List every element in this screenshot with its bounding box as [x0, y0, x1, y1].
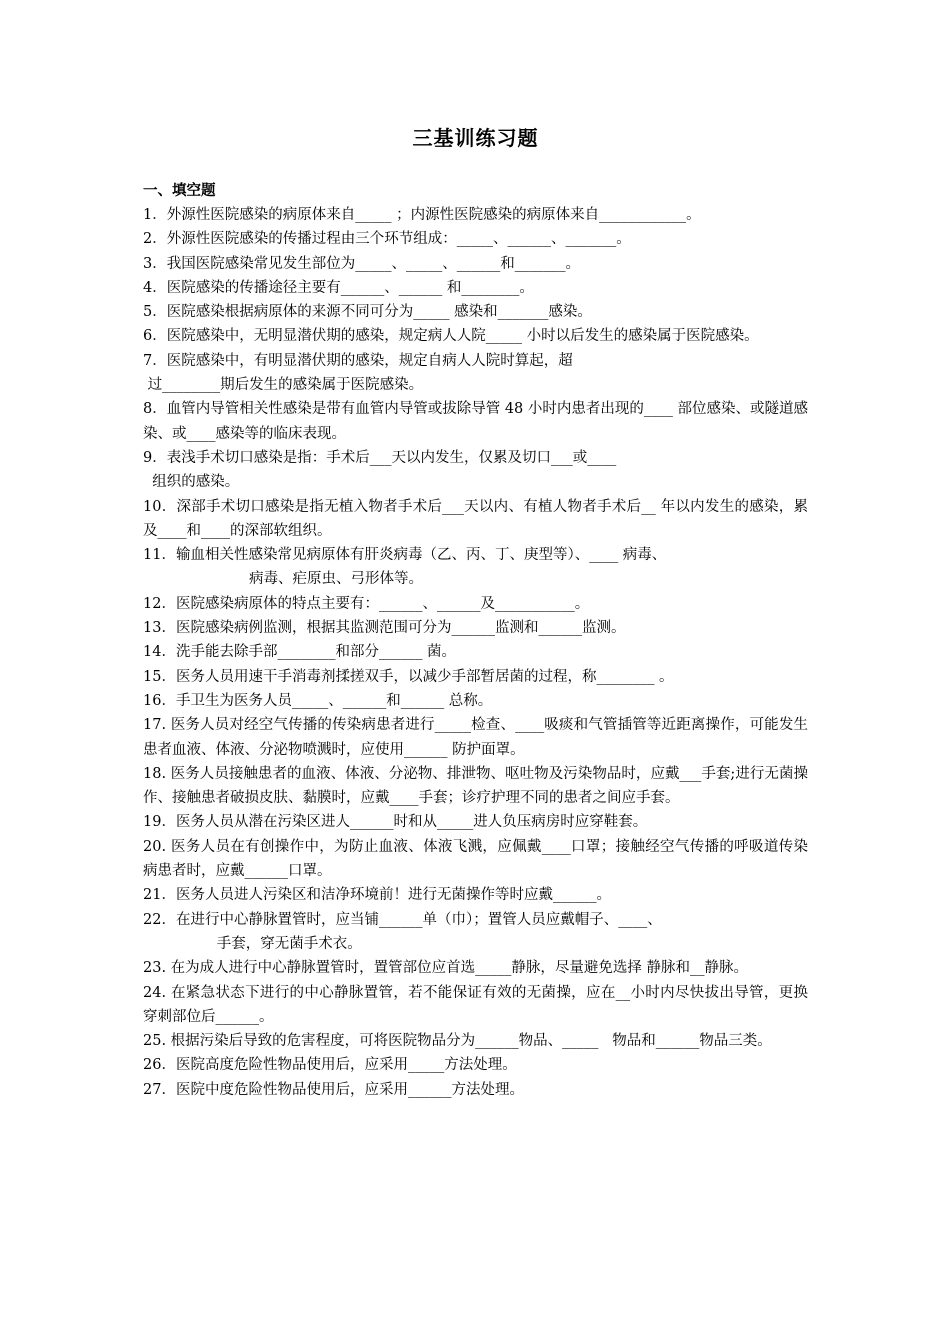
- question-item: 6．医院感染中，无明显潜伏期的感染，规定病人人院_____ 小时以后发生的感染属于医院感染。: [143, 328, 759, 345]
- question-item: 26．医院高度危险性物品使用后，应采用_____方法处理。: [143, 1057, 517, 1074]
- question-item: 24. 在紧急状态下进行的中心静脉置管，若不能保证有效的无菌操，应在__小时内尽快拔出导管，更换穿刺部位后______。: [143, 984, 808, 1025]
- question-item: 21．医务人员进人污染区和洁净环境前！进行无菌操作等时应戴______。: [143, 887, 611, 904]
- question-item: 1．外源性医院感染的病原体来自_____ ；内源性医院感染的病原体来自____________。: [143, 207, 701, 223]
- question-item: 14．洗手能去除手部________和部分______ 菌。: [143, 644, 457, 661]
- question-item: 2．外源性医院感染的传播过程由三个环节组成：_____、______、_______。: [143, 231, 631, 248]
- question-item: 4．医院感染的传播途径主要有______、______ 和________。: [143, 279, 534, 296]
- question-item: 15．医务人员用速干手消毒剂揉搓双手，以减少手部暂居菌的过程，称________ 。: [143, 668, 674, 685]
- question-item: 11．输血相关性感染常见病原体有肝炎病毒（乙、丙、丁、庚型等）、____ 病毒、 病毒、疟原虫、弓形体等。: [143, 547, 667, 588]
- question-item: 3．我国医院感染常见发生部位为_____、_____、______和_______。: [143, 255, 580, 272]
- question-item: 8．血管内导管相关性感染是带有血管内导管或拔除导管 48 小时内患者出现的____ 部位感染、或隧道感染、或____感染等的临床表现。: [143, 401, 808, 442]
- question-item: 19．医务人员从潜在污染区进人______时和从_____进人负压病房时应穿鞋套。: [143, 814, 648, 831]
- question-item: 18. 医务人员接触患者的血液、体液、分泌物、排泄物、呕吐物及污染物品时，应戴___手套;进行无菌操作、接触患者破损皮肤、黏膜时，应戴____手套；诊疗护理不同的患者之间应手套。: [143, 765, 808, 807]
- question-item: 13．医院感染病例监测，根据其监测范围可分为______监测和______监测。: [143, 620, 626, 637]
- question-item: 10．深部手术切口感染是指无植入物者手术后___天以内、有植人物者手术后__ 年以内发生的感染，累及____和____的深部软组织。: [143, 498, 808, 539]
- question-item: 5．医院感染根据病原体的来源不同可分为_____ 感染和_______感染。: [143, 304, 592, 321]
- question-item: 22．在进行中心静脉置管时，应当铺______单（巾）；置管人员应戴帽子、____、 手套，穿无菌手术衣。: [143, 911, 662, 952]
- question-item: 23. 在为成人进行中心静脉置管时，置管部位应首选_____静脉，尽量避免选择 静脉和__静脉。: [143, 960, 749, 977]
- question-item: 17. 医务人员对经空气传播的传染病患者进行_____检查、____吸痰和气管插管等近距离操作，可能发生患者血液、体液、分泌物喷溅时，应使用______ 防护面罩。: [143, 717, 808, 758]
- question-list: [143, 203, 808, 1102]
- document-page: [143, 122, 808, 1102]
- question-item: 7．医院感染中，有明显潜伏期的感染，规定自病人人院时算起，超 过________期后发生的感染属于医院感染。: [143, 352, 573, 394]
- question-item: 12．医院感染病原体的特点主要有：______、______及___________。: [143, 595, 590, 612]
- question-item: 25. 根据污染后导致的危害程度，可将医院物品分为______物品、_____ 物品和______物品三类。: [143, 1033, 772, 1050]
- section-heading: 一、填空题: [143, 183, 216, 199]
- question-item: 16．手卫生为医务人员_____、______和______ 总称。: [143, 692, 493, 709]
- question-item: 20. 医务人员在有创操作中，为防止血液、体液飞溅，应佩戴____口罩；接触经空气传播的呼吸道传染病患者时，应戴______口罩。: [143, 838, 808, 880]
- page-title: 三基训练习题: [412, 126, 539, 150]
- question-item: 27．医院中度危险性物品使用后，应采用______方法处理。: [143, 1081, 524, 1098]
- question-item: 9．表浅手术切口感染是指：手术后___天以内发生，仅累及切口___或____ 组织的感染。: [143, 449, 617, 491]
